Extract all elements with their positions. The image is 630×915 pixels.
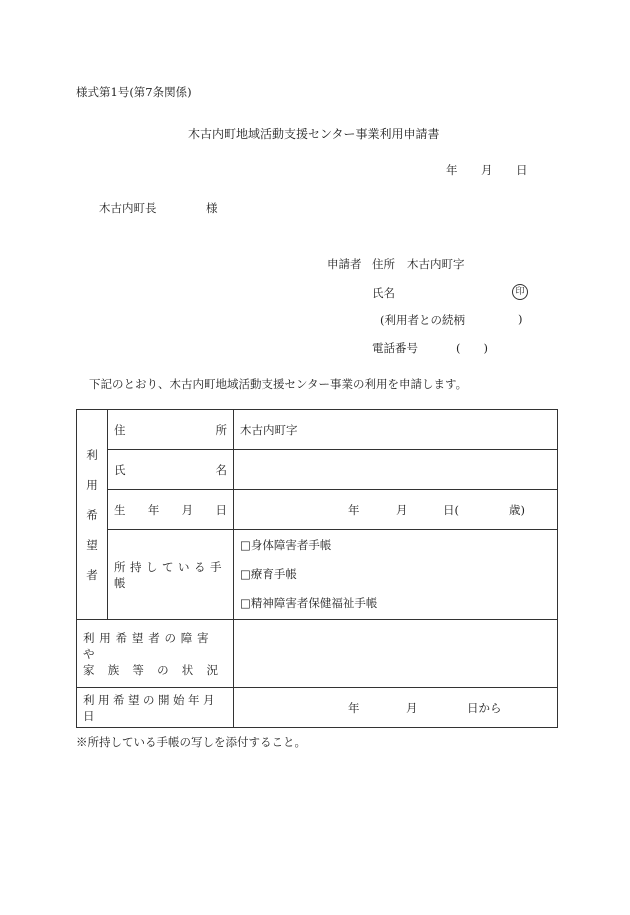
handbook-checkbox-physical[interactable]: □身体障害者手帳 xyxy=(240,538,332,552)
applicant-phone-label: 電話番号 xyxy=(372,341,418,355)
applicant-address-value: 木古内町字 xyxy=(407,257,465,271)
row-start-date xyxy=(77,688,558,728)
address-field[interactable]: 木古内町字 xyxy=(234,410,558,450)
row-situation xyxy=(77,620,558,688)
addressee-name: 木古内町長 xyxy=(99,201,157,215)
applicant-name-label: 氏名 xyxy=(372,286,395,300)
applicant-label: 申請者 xyxy=(327,257,362,271)
name-label: 氏 名 xyxy=(108,450,234,490)
seal-mark: 印 xyxy=(512,284,528,300)
date-month: 月 xyxy=(481,163,493,177)
attachment-note: ※所持している手帳の写しを添付すること。 xyxy=(76,735,306,749)
row-handbooks xyxy=(77,530,558,620)
page-title: 木古内町地域活動支援センター事業利用申請書 xyxy=(188,127,440,141)
birthdate-field[interactable]: 年 月 日( 歳) xyxy=(234,490,558,530)
applicant-side-label: 利 用 希 望 者 xyxy=(77,410,108,620)
addressee-honorific: 様 xyxy=(206,201,218,215)
address-label: 住 所 xyxy=(108,410,234,450)
handbook-options xyxy=(234,530,558,620)
applicant-phone-paren: ( ) xyxy=(456,341,488,355)
handbook-label: 所持している手帳 xyxy=(108,530,234,620)
row-name xyxy=(77,450,558,490)
date-year: 年 xyxy=(446,163,458,177)
start-date-field[interactable]: 年 月 日から xyxy=(234,688,558,728)
name-field[interactable] xyxy=(234,450,558,490)
applicant-relation-close: ) xyxy=(518,312,523,326)
row-birthdate xyxy=(77,490,558,530)
form-number: 様式第1号(第7条関係) xyxy=(76,85,192,99)
start-date-label: 利用希望の開始年月日 xyxy=(77,688,234,728)
application-table xyxy=(76,409,558,728)
intro-text: 下記のとおり、木古内町地域活動支援センター事業の利用を申請します。 xyxy=(89,377,468,391)
situation-field[interactable] xyxy=(234,620,558,688)
row-address xyxy=(77,410,558,450)
birthdate-label: 生 年 月 日 xyxy=(108,490,234,530)
handbook-checkbox-rehabilitation[interactable]: □療育手帳 xyxy=(240,567,297,581)
applicant-relation: (利用者との続柄 xyxy=(380,313,465,327)
date-day: 日 xyxy=(516,163,528,177)
situation-label: 利用希望者の障害や 家 族 等 の 状 況 xyxy=(77,620,234,688)
handbook-checkbox-mental[interactable]: □精神障害者保健福祉手帳 xyxy=(240,596,378,610)
applicant-address-label: 住所 xyxy=(372,257,395,271)
